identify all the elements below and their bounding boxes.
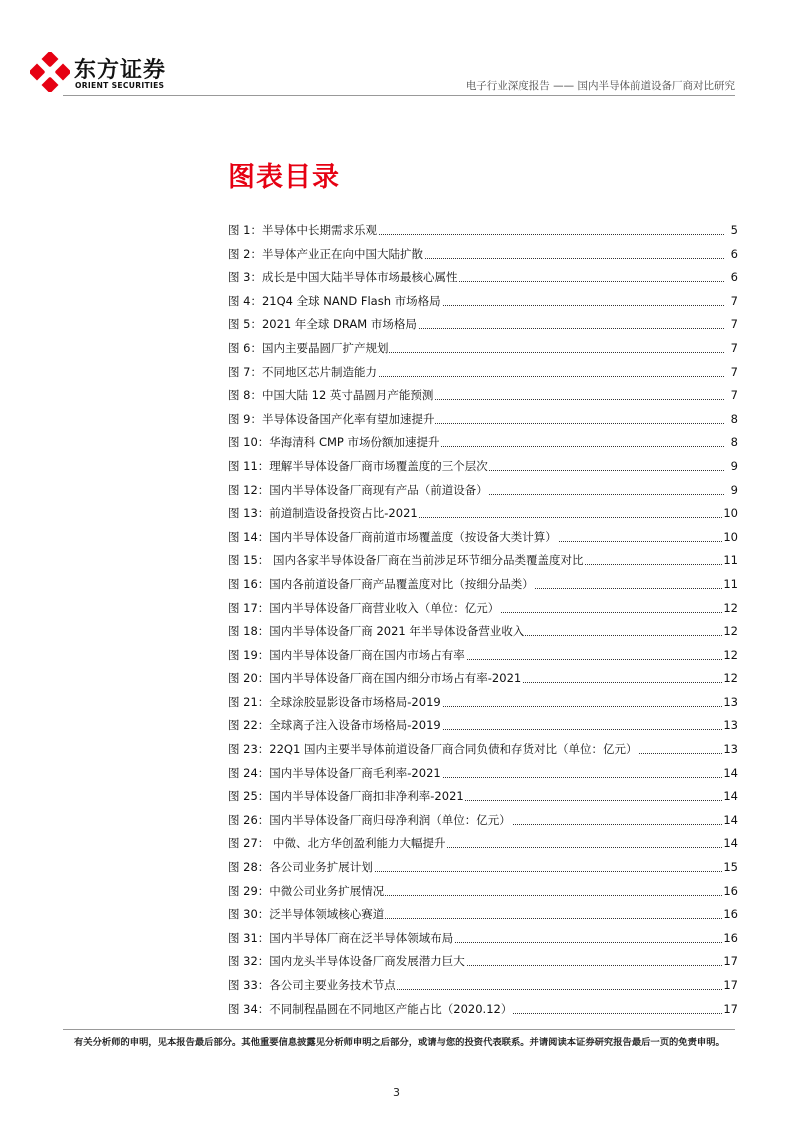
footer-divider — [63, 1029, 735, 1030]
toc-entry[interactable] — [228, 857, 738, 881]
toc-entry[interactable] — [228, 574, 738, 598]
toc-entry[interactable] — [228, 385, 738, 409]
toc-entry-page: 15 — [723, 860, 738, 875]
toc-entry[interactable] — [228, 480, 738, 504]
brand-name-en: ORIENT SECURITIES — [75, 81, 165, 90]
header-divider — [63, 95, 735, 96]
toc-entry-page: 10 — [723, 506, 738, 521]
toc-entry-page: 7 — [730, 340, 738, 355]
toc-entry-label[interactable]: 图 18：国内半导体设备厂商 2021 年半导体设备营业收入 — [228, 624, 525, 639]
toc-entry-label[interactable]: 图 2：半导体产业正在向中国大陆扩散 — [228, 246, 423, 261]
toc-entry-label[interactable]: 图 34：不同制程晶圆在不同地区产能占比（2020.12） — [228, 1001, 513, 1016]
toc-entry-label[interactable]: 图 5：2021 年全球 DRAM 市场格局 — [228, 317, 417, 332]
toc-entry-label[interactable]: 图 26：国内半导体设备厂商归母净利润（单位：亿元） — [228, 812, 511, 827]
toc-entry-page: 12 — [723, 647, 738, 662]
toc-entry-label[interactable]: 图 7：不同地区芯片制造能力 — [228, 364, 377, 379]
toc-entry-label[interactable]: 图 12：国内半导体设备厂商现有产品（前道设备） — [228, 482, 488, 497]
toc-entry-page: 16 — [723, 907, 738, 922]
toc-entry-page: 7 — [730, 388, 738, 403]
toc-entry-label[interactable]: 图 8：中国大陆 12 英寸晶圆月产能预测 — [228, 388, 434, 403]
toc-entry-page: 7 — [730, 364, 738, 379]
toc-entry[interactable] — [228, 314, 738, 338]
toc-entry[interactable] — [228, 715, 738, 739]
toc-entry-label[interactable]: 图 3：成长是中国大陆半导体市场最核心属性 — [228, 270, 458, 285]
toc-entry-label[interactable]: 图 13：前道制造设备投资占比-2021 — [228, 506, 418, 521]
toc-entry-label[interactable]: 图 33：各公司主要业务技术节点 — [228, 978, 396, 992]
toc-entry-label[interactable]: 图 31：国内半导体厂商在泛半导体领域布局 — [228, 930, 454, 945]
brand-name-cn: 东方证券 — [74, 58, 167, 83]
toc-entry-page: 17 — [723, 954, 738, 969]
toc-entry-page: 17 — [723, 978, 738, 992]
toc-entry-page: 9 — [730, 482, 738, 497]
toc-entry-label[interactable]: 图 11：理解半导体设备厂商市场覆盖度的三个层次 — [228, 458, 488, 473]
toc-entry-page: 12 — [723, 671, 738, 686]
toc-entry-label[interactable]: 图 28：各公司业务扩展计划 — [228, 860, 373, 875]
figure-toc-list — [228, 220, 738, 1022]
toc-entry[interactable] — [228, 645, 738, 669]
page-title: 图表目录 — [228, 162, 340, 193]
toc-entry-page: 14 — [723, 836, 738, 851]
toc-entry[interactable] — [228, 975, 738, 999]
orient-logo-icon — [30, 52, 70, 92]
toc-entry-page: 8 — [730, 411, 738, 426]
toc-entry-page: 14 — [723, 789, 738, 804]
toc-entry[interactable] — [228, 409, 738, 433]
toc-entry[interactable] — [228, 291, 738, 315]
report-subtitle: 电子行业深度报告 —— 国内半导体前道设备厂商对比研究 — [465, 80, 735, 92]
toc-entry-label[interactable]: 图 20：国内半导体设备厂商在国内细分市场占有率-2021 — [228, 671, 522, 686]
toc-entry[interactable] — [228, 432, 738, 456]
toc-entry[interactable] — [228, 220, 738, 244]
toc-entry-page: 13 — [723, 742, 738, 757]
toc-entry[interactable] — [228, 527, 738, 551]
toc-entry[interactable] — [228, 692, 738, 716]
toc-entry-page: 9 — [730, 458, 738, 473]
toc-entry-page: 6 — [730, 246, 738, 261]
toc-entry-label[interactable]: 图 29：中微公司业务扩展情况 — [228, 883, 385, 898]
disclaimer-text: 有关分析师的申明，见本报告最后部分。其他重要信息披露见分析师申明之后部分，或请与您的投资代表联系。并请阅读本证券研究报告最后一页的免责申明。 — [74, 1037, 725, 1048]
toc-entry-label[interactable]: 图 32：国内龙头半导体设备厂商发展潜力巨大 — [228, 954, 465, 969]
toc-entry[interactable] — [228, 763, 738, 787]
toc-entry-label[interactable]: 图 22：全球离子注入设备市场格局-2019 — [228, 718, 441, 733]
toc-entry-page: 7 — [730, 293, 738, 308]
toc-entry[interactable] — [228, 810, 738, 834]
toc-entry-page: 7 — [730, 317, 738, 332]
toc-entry-label[interactable]: 图 1：半导体中长期需求乐观 — [228, 223, 377, 237]
toc-entry[interactable] — [228, 928, 738, 952]
toc-entry[interactable] — [228, 621, 738, 645]
toc-entry-page: 11 — [723, 576, 738, 591]
toc-entry-page: 8 — [730, 435, 738, 450]
toc-entry[interactable] — [228, 550, 738, 574]
toc-entry-label[interactable]: 图 15： 国内各家半导体设备厂商在当前涉足环节细分品类覆盖度对比 — [228, 553, 584, 568]
toc-entry-page: 13 — [723, 718, 738, 733]
toc-entry-label[interactable]: 图 10：华海清科 CMP 市场份额加速提升 — [228, 435, 440, 450]
toc-entry-page: 14 — [723, 765, 738, 780]
toc-entry-page: 12 — [723, 600, 738, 615]
toc-entry[interactable] — [228, 833, 738, 857]
toc-entry-page: 12 — [723, 624, 738, 639]
toc-entry-label[interactable]: 图 16：国内各前道设备厂商产品覆盖度对比（按细分品类） — [228, 576, 534, 591]
toc-entry-label[interactable]: 图 17：国内半导体设备厂商营业收入（单位：亿元） — [228, 600, 500, 615]
toc-entry[interactable] — [228, 739, 738, 763]
toc-entry[interactable] — [228, 904, 738, 928]
toc-entry-label[interactable]: 图 25：国内半导体设备厂商扣非净利率-2021 — [228, 789, 464, 804]
toc-entry-label[interactable]: 图 6：国内主要晶圆厂扩产规划 — [228, 340, 389, 355]
toc-entry-page: 10 — [723, 529, 738, 544]
toc-entry[interactable] — [228, 244, 738, 268]
page-number: 3 — [393, 1086, 400, 1099]
toc-entry[interactable] — [228, 267, 738, 291]
toc-entry-page: 17 — [723, 1001, 738, 1016]
toc-entry-label[interactable]: 图 27： 中微、北方华创盈利能力大幅提升 — [228, 836, 446, 851]
toc-entry[interactable] — [228, 786, 738, 810]
toc-entry-label[interactable]: 图 30：泛半导体领域核心赛道 — [228, 907, 385, 922]
toc-entry-label[interactable]: 图 23：22Q1 国内主要半导体前道设备厂商合同负债和存货对比（单位：亿元） — [228, 742, 638, 757]
toc-entry[interactable] — [228, 598, 738, 622]
toc-entry-label[interactable]: 图 24：国内半导体设备厂商毛利率-2021 — [228, 765, 441, 780]
toc-entry-page: 16 — [723, 930, 738, 945]
toc-entry-page: 6 — [730, 270, 738, 285]
toc-entry-label[interactable]: 图 9：半导体设备国产化率有望加速提升 — [228, 411, 435, 426]
brand-logo — [30, 52, 230, 100]
toc-entry[interactable] — [228, 881, 738, 905]
toc-entry-page: 11 — [723, 553, 738, 568]
toc-entry[interactable] — [228, 503, 738, 527]
toc-entry[interactable] — [228, 999, 738, 1023]
toc-entry-label[interactable]: 图 14：国内半导体设备厂商前道市场覆盖度（按设备大类计算） — [228, 529, 557, 544]
toc-entry-page: 14 — [723, 812, 738, 827]
toc-entry[interactable] — [228, 362, 738, 386]
toc-entry-page: 16 — [723, 883, 738, 898]
toc-entry[interactable] — [228, 338, 738, 362]
toc-entry-label[interactable]: 图 19：国内半导体设备厂商在国内市场占有率 — [228, 647, 465, 662]
toc-entry-label[interactable]: 图 21：全球涂胶显影设备市场格局-2019 — [228, 694, 441, 709]
toc-entry[interactable] — [228, 456, 738, 480]
toc-entry-page: 5 — [730, 223, 738, 237]
toc-entry[interactable] — [228, 668, 738, 692]
toc-entry-page: 13 — [723, 694, 738, 709]
toc-entry[interactable] — [228, 951, 738, 975]
toc-entry-label[interactable]: 图 4：21Q4 全球 NAND Flash 市场格局 — [228, 293, 441, 308]
